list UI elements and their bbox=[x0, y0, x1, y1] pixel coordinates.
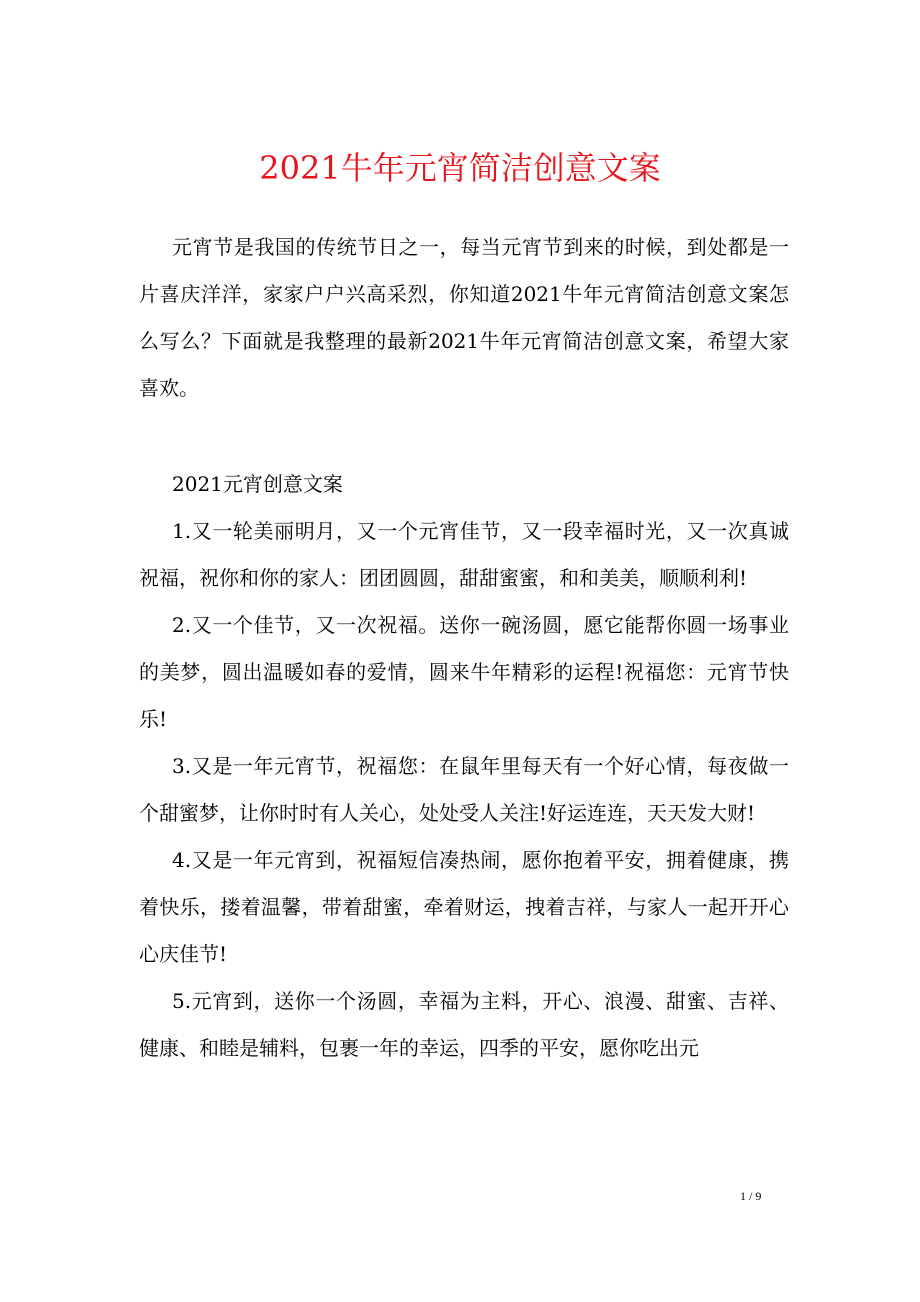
list-item: 3.又是一年元宵节，祝福您：在鼠年里每天有一个好心情，每夜做一个甜蜜梦，让你时时有人关心，处处受人关注!好运连连，天天发大财! bbox=[139, 754, 789, 825]
list-item: 2.又一个佳节，又一次祝福。送你一碗汤圆，愿它能帮你圆一场事业的美梦，圆出温暖如春的爱情，圆来牛年精彩的运程!祝福您：元宵节快乐! bbox=[139, 613, 789, 731]
list-item: 5.元宵到，送你一个汤圆，幸福为主料，开心、浪漫、甜蜜、吉祥、健康、和睦是辅料，包裹一年的幸运，四季的平安，愿你吃出元 bbox=[139, 989, 789, 1060]
document-body bbox=[139, 224, 789, 1072]
section-heading: 2021元宵创意文案 bbox=[172, 472, 343, 496]
document-title: 2021牛年元宵简洁创意文案 bbox=[259, 149, 661, 187]
page-number: 1 / 9 bbox=[740, 1189, 762, 1203]
list-item: 4.又是一年元宵到，祝福短信凑热闹，愿你抱着平安，拥着健康，携着快乐，搂着温馨，带着甜蜜，牵着财运，拽着吉祥，与家人一起开开心心庆佳节! bbox=[139, 848, 789, 966]
intro-paragraph: 元宵节是我国的传统节日之一，每当元宵节到来的时候，到处都是一片喜庆洋洋，家家户户兴高采烈，你知道2021牛年元宵简洁创意文案怎么写么？下面就是我整理的最新2021牛年元宵简洁创意文案，希望大家喜欢。 bbox=[139, 235, 789, 400]
list-item: 1.又一轮美丽明月，又一个元宵佳节，又一段幸福时光，又一次真诚祝福，祝你和你的家人：团团圆圆，甜甜蜜蜜，和和美美，顺顺利利! bbox=[139, 519, 789, 590]
